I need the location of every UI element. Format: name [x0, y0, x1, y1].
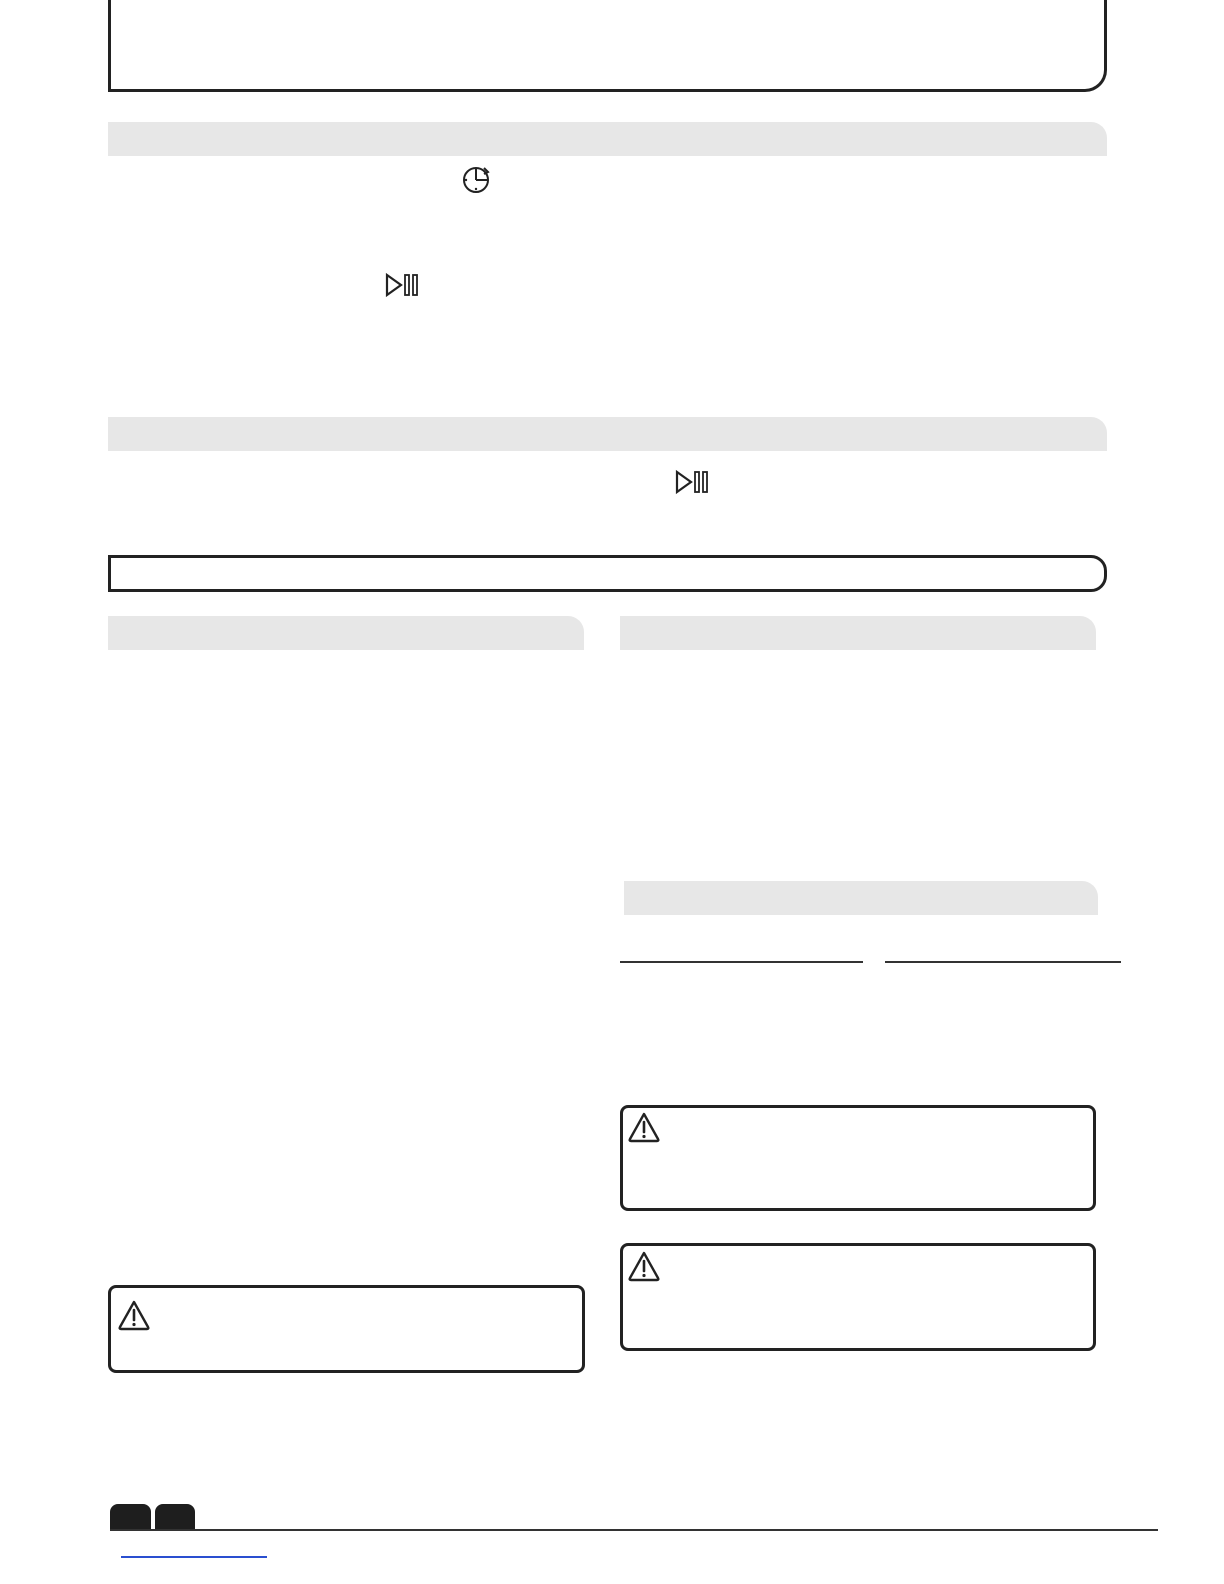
warning-icon — [627, 1111, 661, 1143]
section-header-bar-2 — [108, 417, 1107, 451]
footer-rule — [110, 1529, 1158, 1531]
table-column-rule-left — [620, 961, 863, 963]
chapter-heading-frame — [108, 555, 1107, 592]
page-number-tab-2 — [155, 1504, 195, 1531]
warning-icon — [627, 1250, 661, 1282]
warning-box-1 — [620, 1105, 1096, 1211]
timer-icon — [460, 163, 492, 195]
title-frame — [108, 0, 1107, 92]
right-column-header-bar — [620, 616, 1096, 650]
left-column-header-bar — [108, 616, 584, 650]
page-number-tab-1 — [110, 1504, 151, 1531]
start-pause-icon — [384, 272, 422, 298]
section-header-bar-1 — [108, 122, 1107, 156]
right-column-subheader-bar — [624, 881, 1098, 915]
table-column-rule-right — [885, 961, 1121, 963]
footer-link-underline[interactable] — [121, 1556, 267, 1558]
warning-box-2 — [620, 1243, 1096, 1351]
start-pause-icon — [674, 469, 712, 495]
warning-icon — [117, 1299, 151, 1331]
warning-box-3 — [108, 1285, 585, 1373]
